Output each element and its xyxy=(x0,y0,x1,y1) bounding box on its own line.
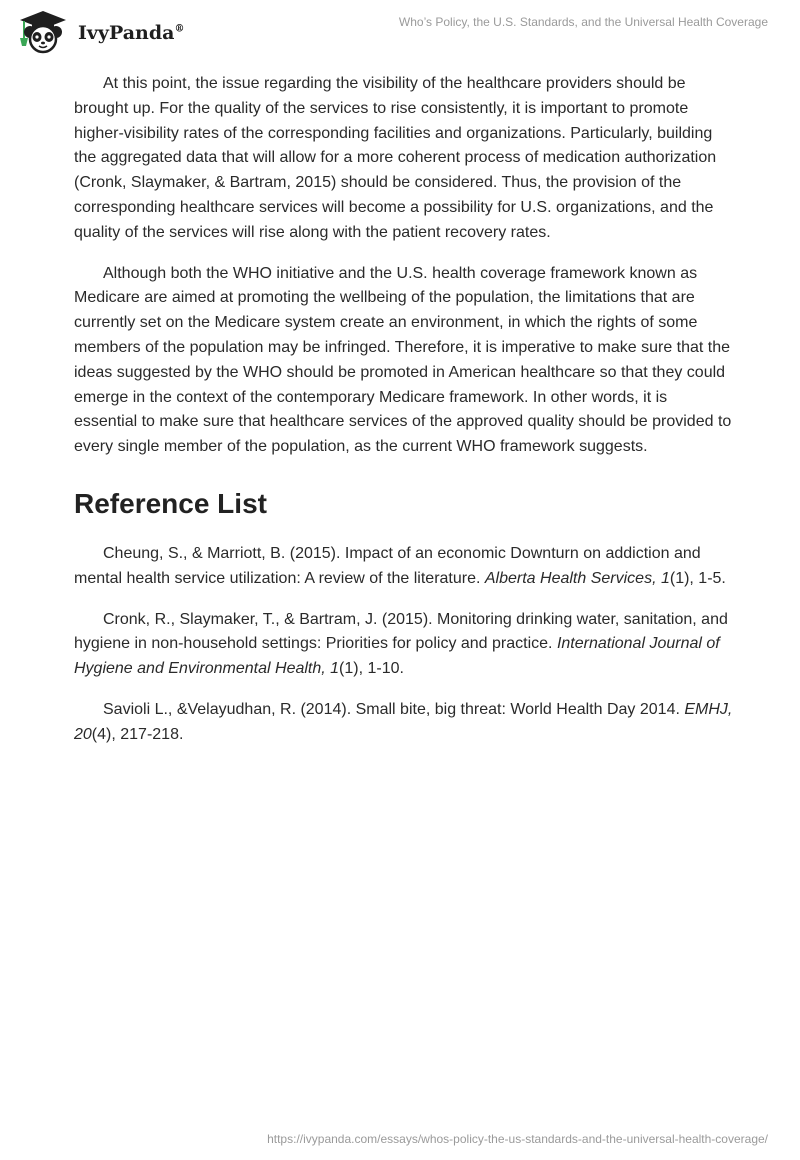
brand-name: IvyPanda® xyxy=(78,22,185,44)
essay-body xyxy=(74,72,734,764)
body-paragraph: At this point, the issue regarding the visibility of the healthcare providers should be brought up. For the quality of the services to rise consistently, it is important to promote higher-visibility rates of the corresponding facilities and organizations. Particularly, building the aggregated data that will allow for a more coherent process of medication authorization (Cronk, Slaymaker, & Bartram, 2015) should be considered. Thus, the provision of the corresponding healthcare services will become a possibility for U.S. organizations, and the quality of the services will rise along with the patient recovery rates. xyxy=(74,75,717,241)
document-title: Who’s Policy, the U.S. Standards, and the Universal Health Coverage xyxy=(398,15,768,29)
page-header xyxy=(0,0,800,60)
reference-entry: Savioli L., &Velayudhan, R. (2014). Small bite, big threat: World Health Day 2014. EMHJ, 20(4), 217-218. xyxy=(74,700,733,743)
source-url[interactable]: https://ivypanda.com/essays/whos-policy-the-us-standards-and-the-universal-health-coverage/ xyxy=(267,1132,768,1146)
reference-entry: Cheung, S., & Marriott, B. (2015). Impact of an economic Downturn on addiction and mental health service utilization: A review of the literature. Alberta Health Services, 1(1), 1-5. xyxy=(74,544,726,587)
panda-graduate-logo-icon xyxy=(14,8,72,54)
reference-entry: Cronk, R., Slaymaker, T., & Bartram, J. (2015). Monitoring drinking water, sanitation, and hygiene in non-household settings: Priorities for policy and practice. International Journal of Hygiene and Environmental Health, 1(1), 1-10. xyxy=(74,610,728,678)
references-heading: Reference List xyxy=(74,487,267,519)
body-paragraph: Although both the WHO initiative and the U.S. health coverage framework known as Medicare are aimed at promoting the wellbeing of the population, the limitations that are currently set on the Medicare system create an environment, in which the rights of some members of the population may be infringed. Therefore, it is imperative to make sure that the ideas suggested by the WHO should be promoted in American healthcare so that they could emerge in the context of the contemporary Medicare framework. In other words, it is essential to make sure that healthcare services of the approved quality should be provided to every single member of the population, as the current WHO framework suggests. xyxy=(74,264,732,456)
brand-logo[interactable] xyxy=(14,8,184,54)
